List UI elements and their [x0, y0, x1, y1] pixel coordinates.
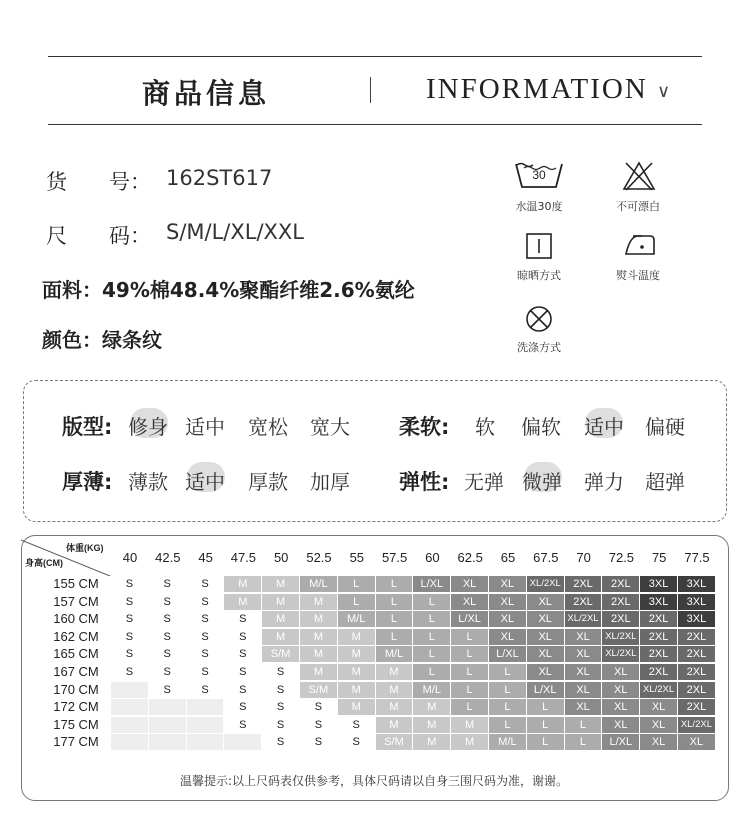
size-cell: S — [224, 629, 261, 645]
size-cell: M — [300, 611, 337, 627]
soft-category-label: 柔软: — [399, 415, 450, 439]
size-cell: M — [338, 682, 375, 698]
size-cell: L — [451, 699, 488, 715]
size-cell: S — [262, 734, 299, 750]
size-cell: M — [376, 664, 413, 680]
size-cell: M — [224, 576, 261, 592]
soft-option: 适中 — [584, 415, 624, 439]
weight-header: 45 — [198, 550, 213, 565]
size-cell: XL/2XL — [527, 576, 564, 592]
soft-option: 软 — [475, 415, 495, 439]
size-cell: M — [262, 611, 299, 627]
weight-header: 52.5 — [306, 550, 332, 565]
size-cell: XL — [565, 682, 602, 698]
header-top-rule — [48, 56, 702, 57]
thickness-option: 适中 — [185, 470, 225, 494]
soft-option: 偏软 — [521, 415, 561, 439]
title-divider — [370, 77, 371, 103]
size-cell: L/XL — [413, 576, 450, 592]
size-cell: S — [262, 717, 299, 733]
size-cell: S — [187, 611, 224, 627]
size-cell: L — [413, 629, 450, 645]
size-cell: S — [187, 576, 224, 592]
size-cell: XL — [565, 699, 602, 715]
size-cell: XL — [678, 734, 715, 750]
size-cell: M — [300, 646, 337, 662]
size-cell: S — [224, 682, 261, 698]
size-cell: XL — [640, 699, 677, 715]
size-cell: M — [338, 699, 375, 715]
size-cell: L — [489, 664, 526, 680]
size-cell: XL — [640, 717, 677, 733]
size-cell: XL/2XL — [565, 611, 602, 627]
size-cell: L — [451, 646, 488, 662]
size-cell: 2XL — [565, 576, 602, 592]
size-label: 尺 码： — [46, 224, 151, 248]
size-cell: L — [451, 682, 488, 698]
size-cell: S — [338, 717, 375, 733]
title-english: INFORMATION — [426, 73, 648, 105]
size-cell: M/L — [376, 646, 413, 662]
size-cell: S — [149, 594, 186, 610]
size-cell — [111, 717, 148, 733]
size-cell: 3XL — [640, 594, 677, 610]
size-cell: 2XL — [640, 611, 677, 627]
size-cell: M/L — [489, 734, 526, 750]
size-cell: XL — [527, 664, 564, 680]
size-cell: M — [451, 734, 488, 750]
height-label: 157 CM — [53, 593, 99, 609]
size-cell — [111, 682, 148, 698]
size-cell: XL/2XL — [602, 646, 639, 662]
size-cell: 2XL — [640, 646, 677, 662]
size-cell: 3XL — [678, 611, 715, 627]
size-cell: 2XL — [678, 699, 715, 715]
size-cell: S — [187, 629, 224, 645]
size-cell: S — [149, 629, 186, 645]
size-cell: S/M — [262, 646, 299, 662]
size-cell: L/XL — [451, 611, 488, 627]
size-cell: M — [376, 682, 413, 698]
size-cell: L/XL — [602, 734, 639, 750]
size-cell: M/L — [300, 576, 337, 592]
size-cell: M — [224, 594, 261, 610]
size-cell: S — [300, 699, 337, 715]
item-no-value: 162ST617 — [166, 166, 273, 190]
size-cell: S — [111, 576, 148, 592]
size-cell: XL/2XL — [640, 682, 677, 698]
size-cell: S — [300, 734, 337, 750]
size-cell: M — [262, 576, 299, 592]
size-cell: M/L — [413, 682, 450, 698]
size-cell: L — [489, 717, 526, 733]
weight-header: 42.5 — [155, 550, 181, 565]
size-cell: L — [489, 682, 526, 698]
fit-option: 适中 — [185, 415, 225, 439]
thickness-option: 薄款 — [128, 470, 168, 494]
size-cell — [111, 699, 148, 715]
elastic-option: 超弹 — [645, 470, 685, 494]
size-cell: XL — [565, 646, 602, 662]
size-cell: L — [527, 734, 564, 750]
size-cell: M — [262, 594, 299, 610]
size-cell: S — [187, 664, 224, 680]
size-cell: S — [187, 594, 224, 610]
fit-option: 修身 — [128, 415, 168, 439]
height-label: 162 CM — [53, 628, 99, 644]
elastic-option: 无弹 — [464, 470, 504, 494]
size-cell: XL — [527, 646, 564, 662]
no-bleach-icon — [622, 160, 656, 192]
size-cell: M/L — [338, 611, 375, 627]
weight-header: 65 — [500, 550, 516, 565]
size-cell: 3XL — [678, 576, 715, 592]
wash-method-icon — [524, 304, 554, 334]
size-cell: XL — [489, 629, 526, 645]
weight-header: 62.5 — [457, 550, 483, 565]
size-cell: 2XL — [678, 664, 715, 680]
height-label: 170 CM — [53, 681, 99, 697]
size-cell: S — [187, 682, 224, 698]
size-cell: S — [224, 646, 261, 662]
size-cell: M — [338, 629, 375, 645]
size-cell: S/M — [376, 734, 413, 750]
color-text: 颜色：绿条纹 — [42, 328, 162, 352]
wash-method-label: 洗涤方式 — [517, 341, 561, 354]
height-label: 175 CM — [53, 716, 99, 732]
size-cell: M — [300, 629, 337, 645]
size-cell: M — [413, 734, 450, 750]
size-cell: XL — [602, 699, 639, 715]
elastic-option: 微弹 — [522, 470, 562, 494]
size-cell: S — [262, 699, 299, 715]
size-cell: XL — [451, 594, 488, 610]
size-cell: L — [338, 576, 375, 592]
height-label: 165 CM — [53, 646, 99, 662]
header-bottom-rule — [48, 124, 702, 125]
size-cell: L — [376, 629, 413, 645]
size-cell: L — [413, 646, 450, 662]
size-cell: L/XL — [489, 646, 526, 662]
elastic-option: 弹力 — [584, 470, 624, 494]
thickness-category-label: 厚薄: — [62, 470, 113, 494]
size-cell: L — [413, 594, 450, 610]
wash-temp-label: 水温30度 — [515, 200, 563, 213]
weight-header: 60 — [425, 550, 440, 565]
weight-header: 40 — [122, 550, 138, 565]
size-cell: M — [413, 699, 450, 715]
size-cell: L — [451, 664, 488, 680]
size-cell: M — [451, 717, 488, 733]
height-label: 172 CM — [53, 699, 99, 715]
size-cell: S — [224, 699, 261, 715]
size-value: S/M/L/XL/XXL — [166, 220, 305, 244]
fit-option: 宽松 — [248, 415, 288, 439]
size-cell: S — [149, 611, 186, 627]
size-cell: M — [300, 664, 337, 680]
weight-header: 67.5 — [533, 550, 559, 565]
size-cell: XL — [565, 629, 602, 645]
size-cell: L — [527, 717, 564, 733]
thickness-option: 加厚 — [310, 470, 350, 494]
size-cell: XL — [527, 611, 564, 627]
size-cell: L — [489, 699, 526, 715]
size-cell: L — [527, 699, 564, 715]
size-cell: S — [111, 646, 148, 662]
size-cell: XL — [640, 734, 677, 750]
size-cell: L — [376, 611, 413, 627]
size-cell: XL — [527, 629, 564, 645]
weight-header: 57.5 — [381, 550, 408, 565]
size-cell: XL — [489, 576, 526, 592]
size-cell: L — [565, 717, 602, 733]
weight-header: 47.5 — [230, 550, 257, 565]
size-cell: S — [149, 664, 186, 680]
size-cell: M — [376, 717, 413, 733]
size-cell: M — [338, 664, 375, 680]
height-label: 167 CM — [53, 664, 99, 679]
size-cell: S — [224, 611, 261, 627]
size-cell — [224, 734, 261, 750]
size-cell: 3XL — [640, 576, 677, 592]
size-cell: L — [565, 734, 602, 750]
iron-icon — [622, 232, 658, 258]
title-chinese: 商品信息 — [142, 77, 271, 110]
size-cell: 2XL — [602, 576, 639, 592]
dry-method-label: 晾晒方式 — [517, 269, 561, 282]
height-label: 155 CM — [53, 576, 99, 591]
size-cell: 2XL — [602, 594, 639, 610]
size-cell: M — [376, 699, 413, 715]
wash-temp-number: 30 — [532, 168, 546, 182]
size-cell: S — [224, 717, 261, 733]
size-cell: XL — [489, 611, 526, 627]
size-cell — [187, 717, 224, 733]
size-cell: S — [262, 664, 299, 680]
weight-header: 55 — [349, 550, 365, 565]
corner-height-label: 身高(CM) — [25, 558, 63, 568]
size-cell — [149, 699, 186, 715]
size-cell: S — [338, 734, 375, 750]
size-cell: XL/2XL — [602, 629, 639, 645]
size-cell: 2XL — [640, 629, 677, 645]
size-cell — [149, 734, 186, 750]
size-cell: M — [300, 594, 337, 610]
size-cell — [111, 734, 148, 750]
weight-header: 72.5 — [608, 550, 635, 565]
size-cell: M — [262, 629, 299, 645]
size-cell: XL/2XL — [678, 717, 715, 733]
size-cell: XL — [489, 594, 526, 610]
size-cell — [187, 734, 224, 750]
size-cell: 2XL — [565, 594, 602, 610]
size-cell: L/XL — [527, 682, 564, 698]
iron-temp-label: 熨斗温度 — [616, 269, 660, 282]
size-cell: S — [149, 576, 186, 592]
size-cell: XL — [451, 576, 488, 592]
height-label: 177 CM — [53, 734, 99, 750]
size-cell: L — [376, 576, 413, 592]
size-cell: S — [262, 682, 299, 698]
soft-option: 偏硬 — [645, 415, 685, 439]
size-cell: S — [111, 594, 148, 610]
fit-option: 宽大 — [310, 415, 350, 439]
size-cell: S — [149, 646, 186, 662]
size-cell: 2XL — [678, 629, 715, 645]
size-cell: S — [111, 611, 148, 627]
size-cell: S — [111, 664, 148, 680]
size-cell: 2XL — [678, 682, 715, 698]
size-cell: L — [413, 611, 450, 627]
size-table-note: 温馨提示:以上尺码表仅供参考，具体尺码请以自身三围尺码为准，谢谢。 — [179, 774, 569, 788]
weight-header: 50 — [273, 550, 289, 565]
size-cell: XL — [602, 682, 639, 698]
size-cell: S/M — [300, 682, 337, 698]
size-cell: S — [111, 629, 148, 645]
chevron-down-icon: ∨ — [657, 81, 671, 102]
size-cell — [187, 699, 224, 715]
fabric-text: 面料：49%棉48.4%聚酯纤维2.6%氨纶 — [42, 278, 415, 302]
height-label: 160 CM — [53, 611, 99, 627]
size-cell: M — [413, 717, 450, 733]
thickness-option: 厚款 — [248, 470, 288, 494]
size-cell: 3XL — [678, 594, 715, 610]
size-cell: 2XL — [602, 611, 639, 627]
weight-header: 77.5 — [684, 550, 710, 565]
size-cell: XL — [602, 717, 639, 733]
weight-header: 75 — [651, 550, 667, 565]
size-cell: XL — [527, 594, 564, 610]
size-cell: XL — [565, 664, 602, 680]
size-cell: XL — [602, 664, 639, 680]
weight-header: 70 — [576, 550, 591, 565]
size-cell: 2XL — [678, 646, 715, 662]
size-cell — [149, 717, 186, 733]
no-bleach-label: 不可漂白 — [616, 200, 660, 213]
size-cell: S — [224, 664, 261, 680]
attributes-panel — [23, 380, 727, 522]
line-dry-icon — [525, 232, 553, 260]
fit-category-label: 版型: — [62, 415, 113, 439]
item-no-label: 货 号： — [46, 170, 151, 194]
size-cell: 2XL — [640, 664, 677, 680]
size-cell: S — [187, 646, 224, 662]
size-cell: M — [338, 646, 375, 662]
size-cell: L — [413, 664, 450, 680]
size-cell: L — [376, 594, 413, 610]
size-cell: S — [149, 682, 186, 698]
corner-weight-label: 体重(KG) — [66, 543, 104, 553]
size-cell: S — [300, 717, 337, 733]
elastic-category-label: 弹性: — [399, 470, 450, 494]
size-cell: L — [451, 629, 488, 645]
size-cell: L — [338, 594, 375, 610]
